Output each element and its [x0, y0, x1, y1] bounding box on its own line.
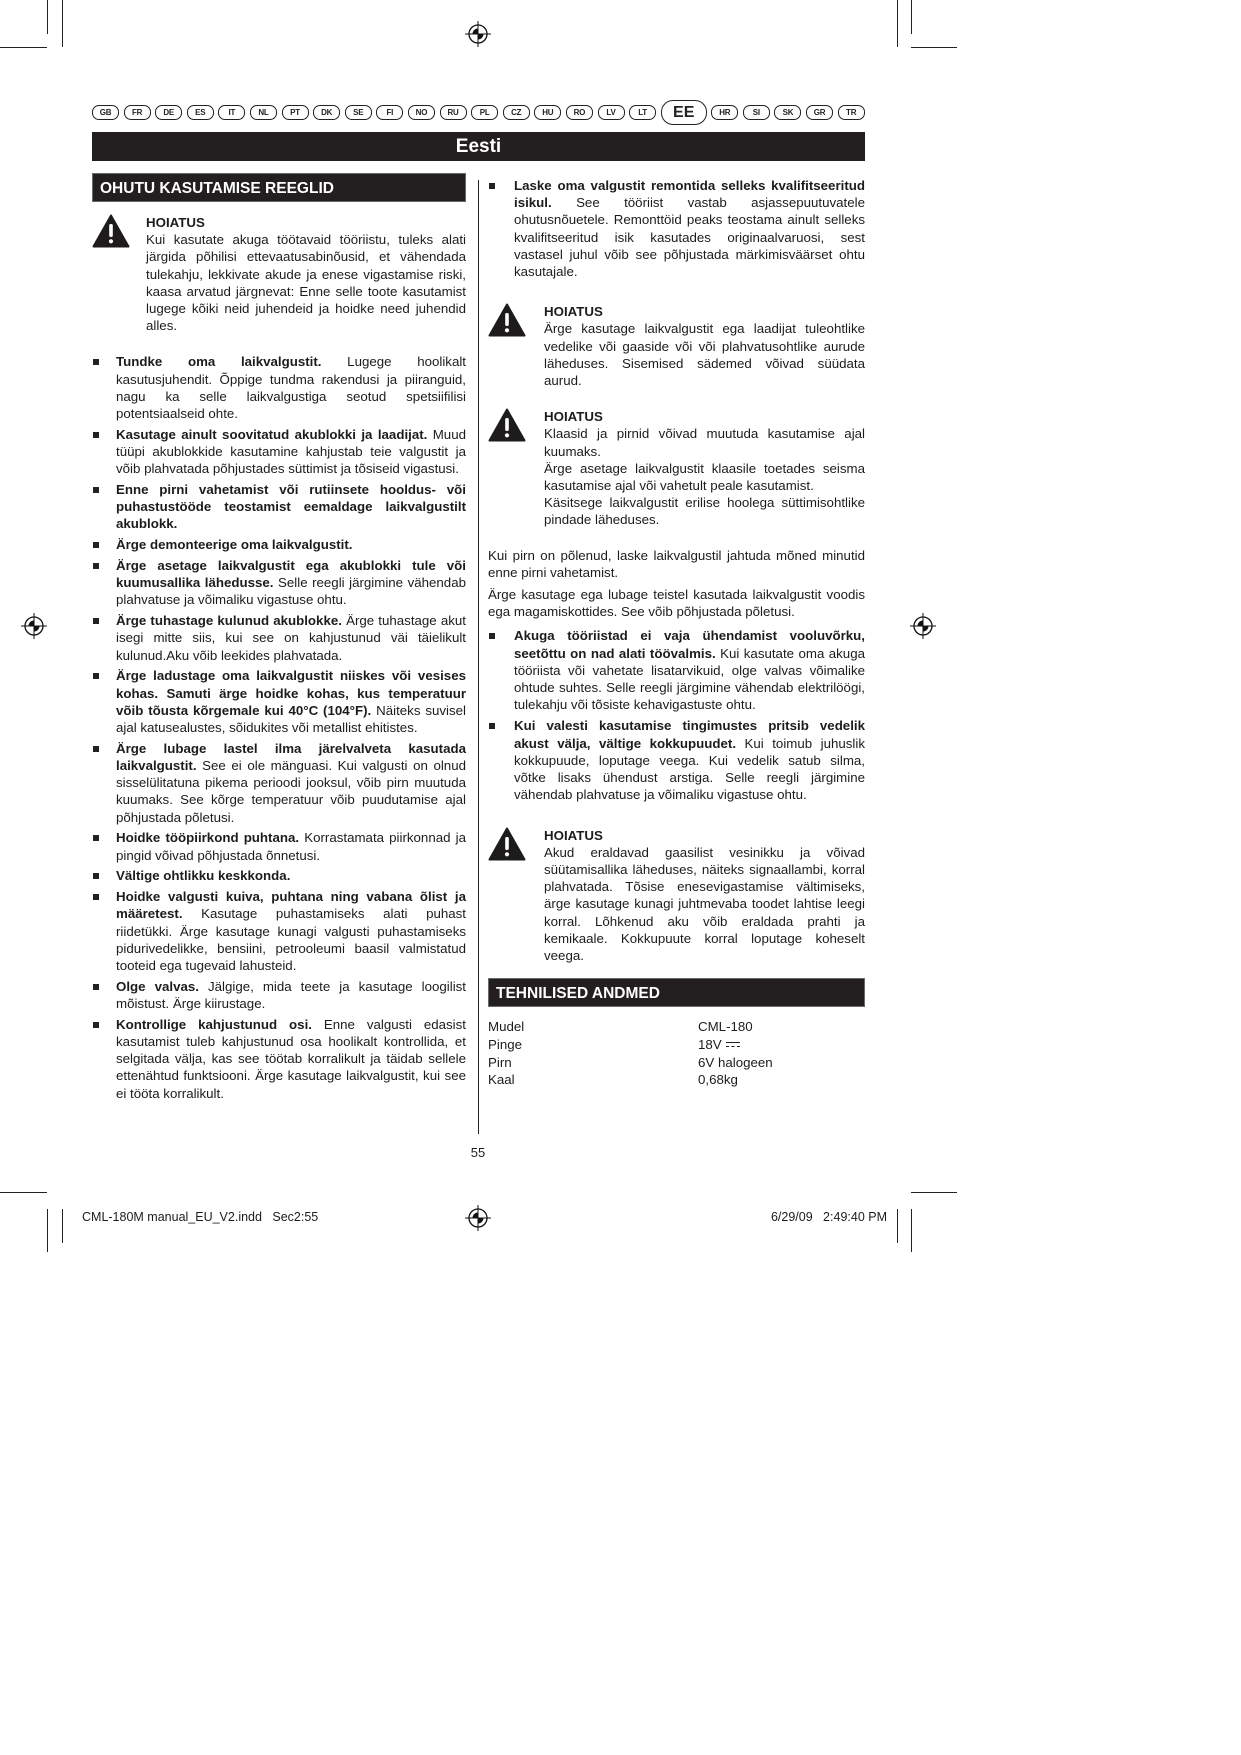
language-selector-row [92, 100, 865, 125]
warning-triangle-icon [488, 303, 544, 389]
warning-triangle-icon [92, 214, 146, 334]
language-code: HU [534, 105, 561, 120]
spec-label: Kaal [488, 1072, 515, 1088]
warning-triangle-icon [488, 408, 544, 528]
language-code: DE [155, 105, 182, 120]
registration-mark-icon [20, 612, 48, 640]
language-code: GR [806, 105, 833, 120]
page-number: 55 [470, 1145, 486, 1160]
warning-text: Ärge kasutage laikvalgustit ega laadijat tuleohtlike vedelike või gaaside või või plahvatusohtlike aurude läheduses. Sisemised sädemed võivad süüdata aurud. [544, 321, 865, 389]
spec-value: 0,68kg [698, 1072, 738, 1088]
column-divider [478, 180, 479, 1134]
warning-text: Akud eraldavad gaasilist vesinikku ja võivad süütamisallika läheduses, näiteks signaallambi, korral plahvatada. Tõsise enesevigastamise vältimiseks, ärge kasutage kunagi juhtmevaba toodet lahtise leegi korral. Lõhkenud aku võib eraldada prahti ja kemikaale. Kokkupuute korral loputage koheselt veega. [544, 844, 865, 963]
crop-mark [0, 1192, 47, 1193]
warning-block [488, 408, 865, 528]
warning-text: Kui kasutate akuga töötavaid tööriistu, tuleks alati järgida põhilisi ettevaatusabinõusid, et vähendada tulekahju, lekkivate akude ja enese vigastamise riski, kaasa arvatud järgnevat: Enne selle toote kasutamist lugege kõiki neid juhendeid ja hoidke need juhendid alles. [146, 232, 466, 334]
spec-value: 6V halogeen [698, 1054, 773, 1070]
language-code: RU [440, 105, 467, 120]
list-item: Ärge demonteerige oma laikvalgustit. [92, 536, 466, 553]
language-code: LT [629, 105, 656, 120]
spec-value: 18V [698, 1036, 722, 1052]
warning-label: HOIATUS [544, 827, 603, 843]
list-item: Ärge ladustage oma laikvalgustit niiskes või vesises kohas. Samuti ärge hoidke kohas, kus temperatuur võib tõusta kõrgemale kui 40°C (104°F). Näiteks suvisel ajal katusealustes, sõidukites või metallist ehitistes. [92, 667, 466, 736]
language-code: FR [124, 105, 151, 120]
warning-block [92, 214, 466, 334]
list-item: Ärge asetage laikvalgustit ega akublokki tule või kuumusallika lähedusse. Selle reegli järgimine vähendab plahvatuse ja võimaliku vigastuse ohtu. [92, 557, 466, 609]
list-item: Hoidke tööpiirkond puhtana. Korrastamata piirkonnad ja pingid võivad põhjustada õnnetusi. [92, 829, 466, 863]
language-code: HR [711, 105, 738, 120]
spec-table [488, 1018, 865, 1089]
list-item: Hoidke valgusti kuiva, puhtana ning vabana õlist ja määretest. Kasutage puhastamiseks alati puhast riidetükki. Ärge kasutage kunagi valgusti puhastamiseks pidurivedelikke, bensiini, petrooleumi baasil valmistatud tooteid ega tugevaid lahusteid. [92, 888, 466, 974]
paragraph: Ärge kasutage ega lubage teistel kasutada laikvalgustit voodis ega magamiskottides. See võib põhjustada põletusi. [488, 587, 865, 620]
warning-text: Klaasid ja pirnid võivad muutuda kasutamise ajal kuumaks. [544, 426, 865, 459]
crop-mark [62, 0, 63, 47]
language-code: FI [376, 105, 403, 120]
list-item: Laske oma valgustit remontida selleks kvalifitseeritud isikul. See tööriist vastab asjassepuutuvatele ohutusnõuetele. Remonttöid peaks teostama ainult selleks kvalifitseeritud isik kasutades originaalvaruosi, sest vastasel juhul võib see põhjustada märkimisväärset ohtu kasutajale. [488, 177, 865, 280]
section-heading-tech: TEHNILISED ANDMED [488, 978, 865, 1007]
crop-mark [897, 1209, 898, 1243]
spec-label: Pirn [488, 1054, 512, 1070]
table-row [488, 1071, 865, 1089]
list-item: Enne pirni vahetamist või rutiinsete hooldus- või puhastustööde teostamist eemaldage laikvalgustilt akublokk. [92, 481, 466, 533]
warning-label: HOIATUS [146, 215, 205, 230]
language-code: NO [408, 105, 435, 120]
crop-mark [62, 1209, 63, 1243]
warning-block [488, 303, 865, 389]
spec-value: CML-180 [698, 1019, 753, 1035]
language-code: GB [92, 105, 119, 120]
spec-label: Pinge [488, 1036, 523, 1052]
list-item: Akuga tööriistad ei vaja ühendamist vooluvõrku, seetõttu on nad alati töövalmis. Kui kasutate oma akuga tööriista või vahetate lisatarvikuid, olge valvas võimalike ohtude suhtes. Selle reegli järgimine vähendab elektrilöögi, tulekahju või tõsiste kehavigastuste ohtu. [488, 627, 865, 713]
crop-mark [897, 0, 898, 47]
crop-mark [0, 47, 47, 48]
list-item: Kasutage ainult soovitatud akublokki ja laadijat. Muud tüüpi akublokkide kasutamine kahjustab teie valgustit ja võib plahvatada põhjustades süttimist ja tõsiseid vigastusi. [92, 426, 466, 478]
registration-mark-icon [464, 1204, 492, 1232]
crop-mark [911, 1192, 957, 1193]
language-code-active: EE [661, 100, 707, 125]
crop-mark [47, 0, 48, 34]
warning-triangle-icon [488, 827, 544, 965]
right-column [488, 177, 865, 1089]
list-item: Kui valesti kasutamise tingimustes pritsib vedelik akust välja, vältige kokkupuudet. Kui toimub juhuslik kokkupuude, loputage veega. Kui vedelik satub silma, võtke lisaks ühendust arstiga. Selle reegli järgimine vähendab plahvatuse ja võimaliku vigastuse ohtu. [488, 717, 865, 803]
language-code: LV [598, 105, 625, 120]
table-row [488, 1054, 865, 1072]
language-code: PL [471, 105, 498, 120]
list-item: Ärge lubage lastel ilma järelvalveta kasutada laikvalgustit. See ei ole mänguasi. Kui valgusti on olnud sisselülitatuna pikema perioodi jooksul, võib pirn muutuda kuumaks. See kõrge temperatuur võib puudutamise ajal põhjustada põletusi. [92, 740, 466, 826]
language-code: ES [187, 105, 214, 120]
list-item: Olge valvas. Jälgige, mida teete ja kasutage loogilist mõistust. Ärge kiirustage. [92, 978, 466, 1012]
table-row [488, 1036, 865, 1054]
registration-mark-icon [464, 20, 492, 48]
table-row [488, 1018, 865, 1036]
footer-timestamp: 6/29/09 2:49:40 PM [770, 1210, 887, 1224]
language-code: PT [282, 105, 309, 120]
crop-mark [911, 0, 912, 34]
warning-block [488, 827, 865, 965]
warning-label: HOIATUS [544, 304, 603, 320]
crop-mark [911, 47, 957, 48]
language-code: IT [218, 105, 245, 120]
language-code: RO [566, 105, 593, 120]
language-code: NL [250, 105, 277, 120]
language-code: TR [838, 105, 865, 120]
registration-mark-icon [909, 612, 937, 640]
left-column [92, 173, 466, 1105]
language-code: SK [774, 105, 801, 120]
warning-text: Ärge asetage laikvalgustit klaasile toetades seisma kasutamise ajal või vahetult peale kasutamist. [544, 460, 865, 494]
page-title: Eesti [92, 132, 865, 161]
spec-label: Mudel [488, 1019, 525, 1035]
warning-label: HOIATUS [544, 409, 603, 425]
language-code: DK [313, 105, 340, 120]
repair-rule-list [488, 177, 865, 280]
section-heading-safety: OHUTU KASUTAMISE REEGLID [92, 173, 466, 202]
language-code: SE [345, 105, 372, 120]
list-item: Vältige ohtlikku keskkonda. [92, 867, 466, 884]
crop-mark [911, 1209, 912, 1252]
language-code: SI [743, 105, 770, 120]
footer-filename: CML-180M manual_EU_V2.indd Sec2:55 [82, 1210, 319, 1224]
list-item: Ärge tuhastage kulunud akublokke. Ärge tuhastage akut isegi mitte siis, kui see on kahjustunud väi täielikult kulunud.Aku võib leekides plahvatada. [92, 612, 466, 664]
dc-symbol-icon [726, 1042, 740, 1048]
language-code: CZ [503, 105, 530, 120]
safety-rules-list [92, 353, 466, 1101]
battery-rules-list [488, 627, 865, 803]
paragraph: Kui pirn on põlenud, laske laikvalgustil jahtuda mõned minutid enne pirni vahetamist. [488, 547, 865, 580]
crop-mark [47, 1209, 48, 1252]
list-item: Tundke oma laikvalgustit. Lugege hoolikalt kasutusjuhendit. Õppige tundma rakendusi ja piiranguid, nagu ka selle laikvalgustiga seotud spetsiifilisi potentsiaalseid ohte. [92, 353, 466, 422]
warning-text: Käsitsege laikvalgustit erilise hoolega süttimisohtlike pindade läheduses. [544, 495, 865, 528]
list-item: Kontrollige kahjustunud osi. Enne valgusti edasist kasutamist tuleb kahjustunud osa hoolikalt kontrollida, et selgitada välja, kas see töötab korralikult ja täidab sellele ettenähtud funktsiooni. Ärge kasutage laikvalgustit, kui see ei tööta korralikult. [92, 1016, 466, 1102]
